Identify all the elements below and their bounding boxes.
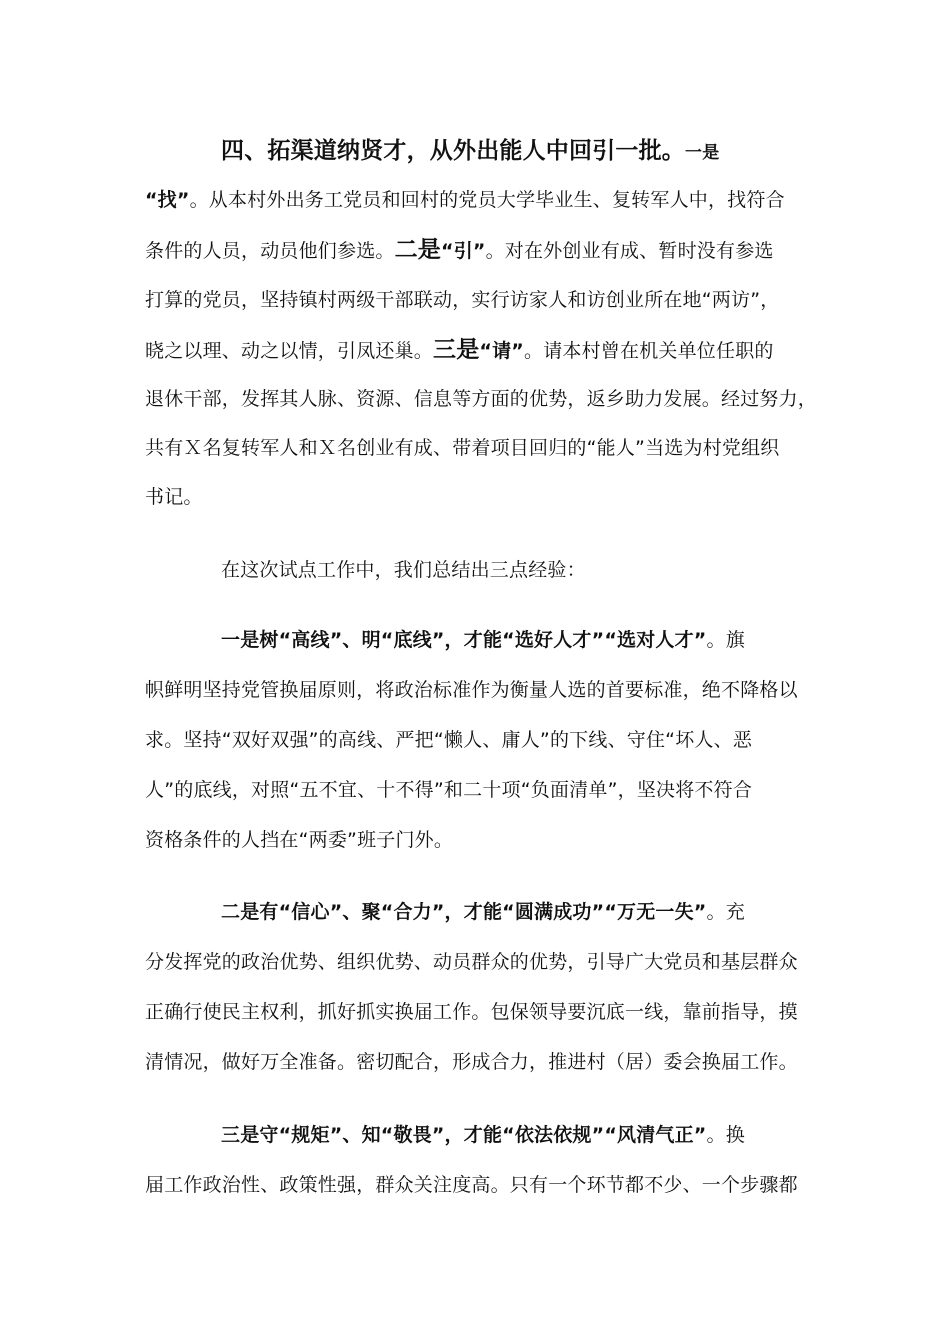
paragraph-line: 资格条件的人挡在“两委”班子门外。 <box>145 829 454 851</box>
bold-term: “请” <box>479 340 524 362</box>
line-text: 晓之以理、动之以情，引凤还巢。 <box>145 340 434 362</box>
section-heading <box>221 139 810 165</box>
paragraph-line: 届工作政治性、政策性强，群众关注度高。只有一个环节都不少、一个步骤都 <box>145 1174 798 1196</box>
bold-lead: 一是树“高线”、明“底线”，才能“选好人才”“选对人才” <box>221 629 707 651</box>
bold-lead: 三是守“规矩”、知“敬畏”，才能“依法依规”“风清气正” <box>221 1124 707 1146</box>
line-text: 。旗 <box>706 629 745 651</box>
paragraph-line <box>145 338 810 363</box>
paragraph-line: 分发挥党的政治优势、组织优势、动员群众的优势，引导广大党员和基层群众 <box>145 951 798 973</box>
bold-lead: 三是 <box>433 337 480 363</box>
paragraph-line <box>145 238 810 263</box>
bold-term: “找” <box>145 189 190 211</box>
experience-2-heading <box>221 900 810 924</box>
summary-intro: 在这次试点工作中，我们总结出三点经验： <box>221 559 586 581</box>
paragraph-line <box>145 387 818 411</box>
paragraph-line <box>145 436 810 460</box>
heading-text: 四、拓渠道纳贤才，从外出能人中回引一批。 <box>221 138 685 164</box>
line-text: 。对在外创业有成、暂时没有参选 <box>485 240 774 262</box>
paragraph-line <box>145 485 810 509</box>
paragraph-line: 帜鲜明坚持党管换届原则，将政治标准作为衡量人选的首要标准，绝不降格以 <box>145 679 798 701</box>
bold-lead: 二是 <box>394 237 442 263</box>
paragraph-line: 正确行使民主权利，抓好抓实换届工作。包保领导要沉底一线，靠前指导，摸 <box>145 1001 798 1023</box>
line-text: 。充 <box>706 901 745 923</box>
bold-term: “引” <box>441 240 486 262</box>
paragraph-line: 求。坚持“双好双强”的高线、严把“懒人、庸人”的下线、守住“坏人、恶 <box>145 729 753 751</box>
line-text: 打算的党员，坚持镇村两级干部联动，实行访家人和访创业所在地“两访”， <box>145 289 780 311</box>
paragraph-line <box>145 188 810 212</box>
paragraph-line <box>145 288 810 312</box>
line-text: 。请本村曾在机关单位任职的 <box>524 340 774 362</box>
line-text: 书记。 <box>145 486 203 508</box>
line-text: 退休干部，发挥其人脉、资源、信息等方面的优势，返乡助力发展。经过努力， <box>145 388 818 410</box>
experience-3-heading <box>221 1123 810 1147</box>
line-text: 共有Ｘ名复转军人和Ｘ名创业有成、带着项目回归的“能人”当选为村党组织 <box>145 437 780 459</box>
bold-lead: 二是有“信心”、聚“合力”，才能“圆满成功”“万无一失” <box>221 901 707 923</box>
line-text: 条件的人员，动员他们参选。 <box>145 240 395 262</box>
line-text: 。换 <box>706 1124 745 1146</box>
paragraph-line: 人”的底线，对照“五不宜、十不得”和二十项“负面清单”，坚决将不符合 <box>145 779 753 801</box>
lead-first: 一是 <box>685 143 720 163</box>
paragraph-line: 清情况，做好万全准备。密切配合，形成合力，推进村（居）委会换届工作。 <box>145 1051 798 1073</box>
line-text: 。从本村外出务工党员和回村的党员大学毕业生、复转军人中，找符合 <box>189 189 785 211</box>
experience-1-heading <box>221 628 810 652</box>
